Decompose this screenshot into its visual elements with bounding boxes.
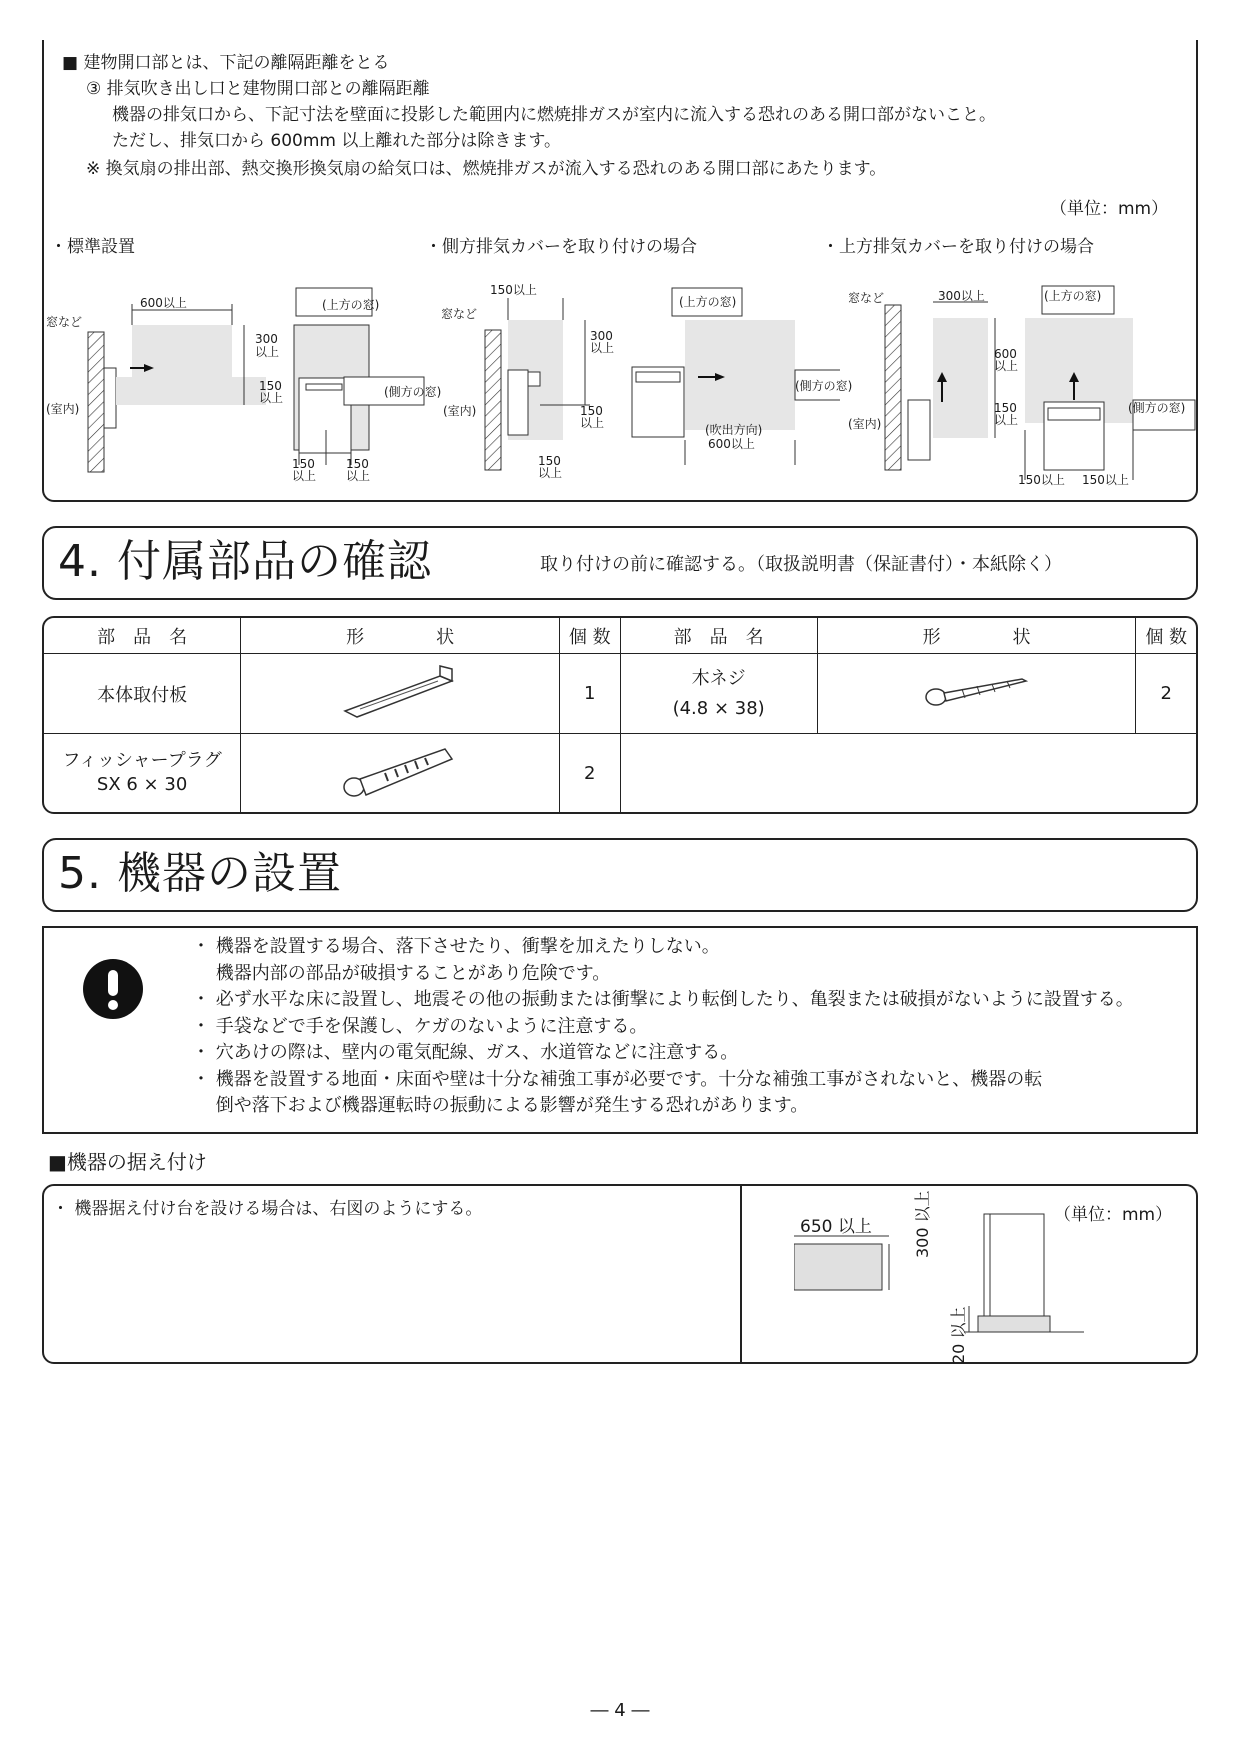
opening-def-line: ■ 建物開口部とは、下記の離隔距離をとる xyxy=(62,53,390,73)
unit-label: （単位：mm） xyxy=(1050,199,1169,219)
page-number: ― 4 ― xyxy=(590,1700,650,1721)
part-mounting-plate: 本体取付板 xyxy=(44,654,241,734)
part-fischer-plug: フィッシャープラグ SX 6 × 30 xyxy=(44,734,241,812)
caution-box xyxy=(42,926,1198,1134)
fig-label-top-cover: ・上方排気カバーを取り付けの場合 xyxy=(822,237,1094,257)
mount-box xyxy=(42,1184,1198,1364)
exclamation-icon xyxy=(82,958,144,1020)
header-shape-2: 形 状 xyxy=(818,618,1137,654)
mount-divider xyxy=(740,1186,742,1362)
dim-300: 300 以上 xyxy=(913,1190,932,1258)
section5-title: 5. 機器の設置 xyxy=(58,848,342,899)
mount-unit: （単位：mm） xyxy=(1054,1205,1173,1225)
mounting-plate-image xyxy=(241,654,560,734)
mount-note: ・ 機器据え付け台を設ける場合は、右図のようにする。 xyxy=(52,1199,483,1219)
mount-subheading: ■機器の据え付け xyxy=(48,1150,207,1174)
part-wood-screw: 木ネジ (4.8 × 38) xyxy=(621,654,818,734)
qty-wood-screw: 2 xyxy=(1136,654,1196,734)
exhaust-distance-line: ③ 排気吹き出し口と建物開口部との離隔距離 xyxy=(86,79,430,99)
exhaust-rule-line: 機器の排気口から、下記寸法を壁面に投影した範囲内に燃焼排ガスが室内に流入する恐れのある開口部がないこと。 xyxy=(112,105,996,125)
empty-cell xyxy=(621,734,1196,812)
section4-header xyxy=(42,526,1198,600)
parts-table xyxy=(42,616,1198,814)
section4-note: 取り付けの前に確認する。（取扱説明書（保証書付）・本紙除く） xyxy=(540,554,1062,575)
ventfan-note-line: ※ 換気扇の排出部、熱交換形換気扇の給気口は、燃焼排ガスが流入する恐れのある開口部にあたります。 xyxy=(86,159,887,179)
caution-lines: ・ 機器を設置する場合、落下させたり、衝撃を加えたりしない。 機器内部の部品が破損することがあり危険です。 ・ 必ず水平な床に設置し、地震その他の振動または衝撃により転倒したり、亀裂または破損がないように設置する。 ・ 手袋などで手を保護し、ケガのないように注意する。 ・ 穴あけの際は、壁内の電気配線、ガス、水道管などに注意する。 ・ 機器を設置する地面・床面や壁は十分な補強工事が必要です。十分な補強工事がされないと、機器の転 倒や落下および機器運転時の振動による影響が発生する恐れがあります。 xyxy=(192,936,1134,1116)
header-shape: 形 状 xyxy=(241,618,560,654)
wood-screw-image xyxy=(818,654,1137,734)
diagram-top-cover xyxy=(840,280,1200,490)
fig-label-standard: ・標準設置 xyxy=(50,237,135,257)
diagram-side-cover xyxy=(440,280,840,490)
qty-fischer-plug: 2 xyxy=(560,734,621,812)
section4-title: 4. 付属部品の確認 xyxy=(58,536,432,587)
header-qty: 個 数 xyxy=(560,618,621,654)
fig-label-side-cover: ・側方排気カバーを取り付けの場合 xyxy=(425,237,697,257)
dim-650: 650 以上 xyxy=(800,1217,872,1237)
section5-header xyxy=(42,838,1198,912)
qty-mounting-plate: 1 xyxy=(560,654,621,734)
dim-20: 20 以上 xyxy=(949,1306,968,1364)
header-qty-2: 個 数 xyxy=(1136,618,1196,654)
exhaust-exception-line: ただし、排気口から 600mm 以上離れた部分は除きます。 xyxy=(112,131,562,151)
header-part-name-2: 部 品 名 xyxy=(621,618,818,654)
fischer-plug-image xyxy=(241,734,560,812)
header-part-name: 部 品 名 xyxy=(44,618,241,654)
